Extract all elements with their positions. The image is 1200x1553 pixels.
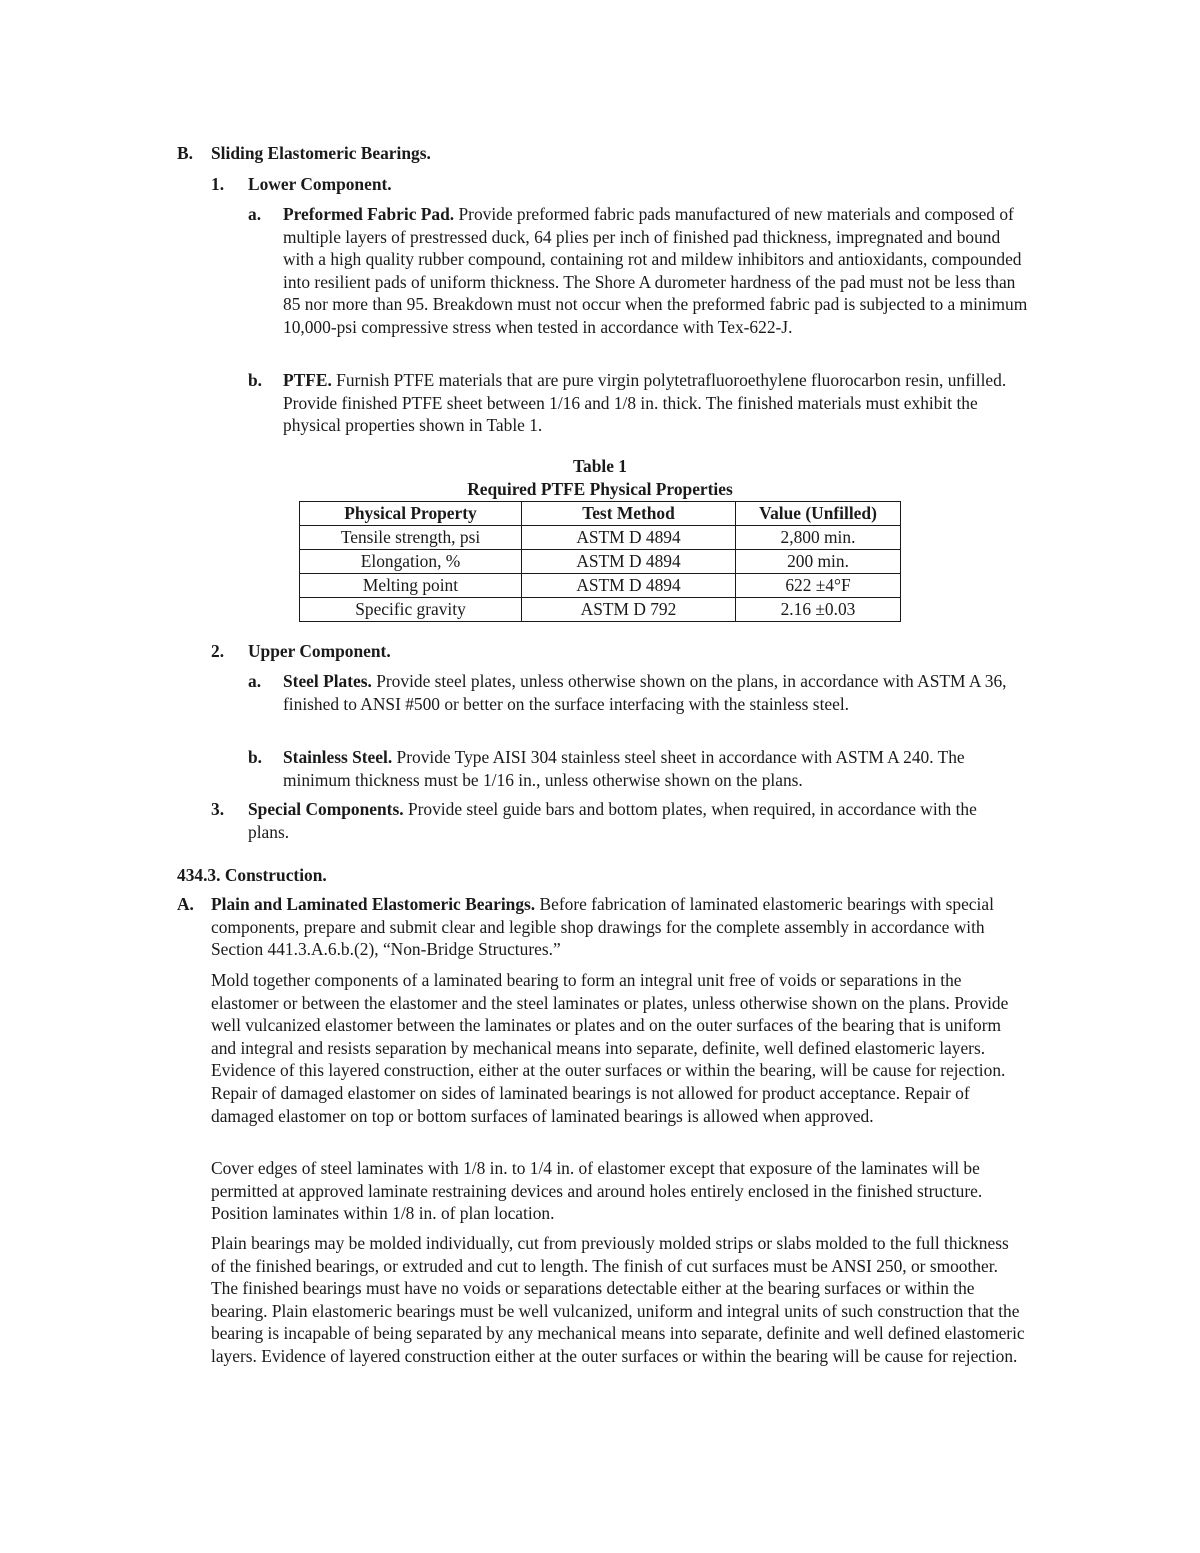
cell-value: 2,800 min.: [736, 526, 901, 550]
ptfe-paragraph: [283, 369, 1018, 437]
stainless-steel-label: b.: [248, 747, 263, 767]
steel-plates-title: Steel Plates.: [283, 671, 372, 691]
fabric-pad-title: Preformed Fabric Pad.: [283, 204, 455, 224]
laminated-bearing-paragraph: Mold together components of a laminated bearing to form an integral unit free of voids or separations in the elastomer or between the elastomer and the steel laminates or plates, unless otherwise shown on the plans. Provide well vulcanized elastomer between the laminates or plates and on the outer surfaces of the bearing that is uniform and integral and resists separation by mechanical means into separate, definite, well defined elastomeric layers. Evidence of this layered construction, either at the outer surfaces or within the bearing, will be cause for rejection. Repair of damaged elastomer on sides of laminated bearings is not allowed for product acceptance. Repair of damaged elastomer on top or bottom surfaces of laminated bearings is allowed when approved.: [211, 970, 1009, 1126]
special-components-text: Provide steel guide bars and bottom plates, when required, in accordance with the plans.: [248, 799, 977, 842]
cell-value: 2.16 ±0.03: [736, 598, 901, 622]
fabric-pad-label: a.: [248, 204, 262, 224]
table-caption: [300, 455, 900, 500]
ptfe-title: PTFE.: [283, 370, 332, 390]
special-components-paragraph: [248, 798, 1018, 843]
plain-bearings-paragraph: Plain bearings may be molded individually, cut from previously molded strips or slabs molded to the full thickness of the finished bearings, or extruded and cut to length. The finish of cut surfaces must be ANSI 250, or smoother. The finished bearings must have no voids or separations detectable either at the bearing surfaces or within the bearing. Plain elastomeric bearings must be well vulcanized, uniform and integral units of such construction that the bearing is incapable of being separated by any mechanical means into separate, definite and well defined elastomeric layers. Evidence of layered construction either at the outer surfaces or within the bearing will be cause for rejection.: [211, 1233, 1025, 1366]
lower-component-title: Lower Component.: [248, 174, 392, 194]
table-number: Table 1: [573, 456, 627, 476]
ptfe-properties-table: [299, 501, 901, 622]
cell-method: ASTM D 4894: [522, 574, 736, 598]
steel-plates-paragraph: [283, 670, 1018, 715]
steel-plates-label: a.: [248, 671, 262, 691]
cell-method: ASTM D 4894: [522, 550, 736, 574]
laminate-edges-paragraph: Cover edges of steel laminates with 1/8 in. to 1/4 in. of elastomer except that exposure of the laminates will be permitted at approved laminate restraining devices and around holes entirely enclosed in the finished structure. Position laminates within 1/8 in. of plan location.: [211, 1158, 983, 1224]
lower-component-label: 1.: [211, 174, 225, 194]
cell-property: Tensile strength, psi: [300, 526, 522, 550]
table-row: [300, 526, 901, 550]
ptfe-text: Furnish PTFE materials that are pure virgin polytetrafluoroethylene fluorocarbon resin, unfilled. Provide finished PTFE sheet between 1/16 and 1/8 in. thick. The finished materials must exhibit the physical properties shown in Table 1.: [283, 370, 1007, 436]
section-b-title: Sliding Elastomeric Bearings.: [211, 143, 431, 163]
section-b-label: B.: [177, 143, 193, 163]
table-row: [300, 574, 901, 598]
section-a-label: A.: [177, 894, 194, 914]
header-test-method: Test Method: [522, 502, 736, 526]
table-header-row: [300, 502, 901, 526]
fabric-pad-text: Provide preformed fabric pads manufactured of new materials and composed of multiple layers of prestressed duck, 64 plies per inch of finished pad thickness, impregnated and bound with a high quality rubber compound, containing rot and mildew inhibitors and antioxidants, compounded into resilient pads of uniform thickness. The Shore A durometer hardness of the pad must not be less than 85 nor more than 95. Breakdown must not occur when the preformed fabric pad is subjected to a minimum 10,000-psi compressive stress when tested in accordance with Tex-622-J.: [283, 204, 1028, 337]
cell-property: Elongation, %: [300, 550, 522, 574]
header-physical-property: Physical Property: [300, 502, 522, 526]
section-a-text: Before fabrication of laminated elastomeric bearings with special components, prepare and submit clear and legible shop drawings for the complete assembly in accordance with Section 441.3.A.6.b.(2), “Non-Bridge Structures.”: [211, 894, 994, 960]
upper-component-title: Upper Component.: [248, 641, 391, 661]
special-components-title: Special Components.: [248, 799, 404, 819]
cell-method: ASTM D 4894: [522, 526, 736, 550]
table-row: [300, 598, 901, 622]
construction-heading: 434.3. Construction.: [177, 865, 327, 885]
stainless-steel-paragraph: [283, 746, 1028, 791]
special-components-label: 3.: [211, 799, 225, 819]
steel-plates-text: Provide steel plates, unless otherwise shown on the plans, in accordance with ASTM A 36, finished to ANSI #500 or better on the surface interfacing with the stainless steel.: [283, 671, 1007, 714]
section-a-title: Plain and Laminated Elastomeric Bearings.: [211, 894, 536, 914]
cell-property: Melting point: [300, 574, 522, 598]
cell-method: ASTM D 792: [522, 598, 736, 622]
table-title: Required PTFE Physical Properties: [467, 478, 733, 499]
cell-value: 200 min.: [736, 550, 901, 574]
upper-component-label: 2.: [211, 641, 225, 661]
ptfe-label: b.: [248, 370, 263, 390]
header-value: Value (Unfilled): [736, 502, 901, 526]
stainless-steel-title: Stainless Steel.: [283, 747, 393, 767]
cell-value: 622 ±4°F: [736, 574, 901, 598]
section-a-paragraph: [211, 893, 1011, 961]
table-row: [300, 550, 901, 574]
cell-property: Specific gravity: [300, 598, 522, 622]
fabric-pad-paragraph: [283, 203, 1028, 339]
stainless-steel-text: Provide Type AISI 304 stainless steel sheet in accordance with ASTM A 240. The minimum thickness must be 1/16 in., unless otherwise shown on the plans.: [283, 747, 965, 790]
